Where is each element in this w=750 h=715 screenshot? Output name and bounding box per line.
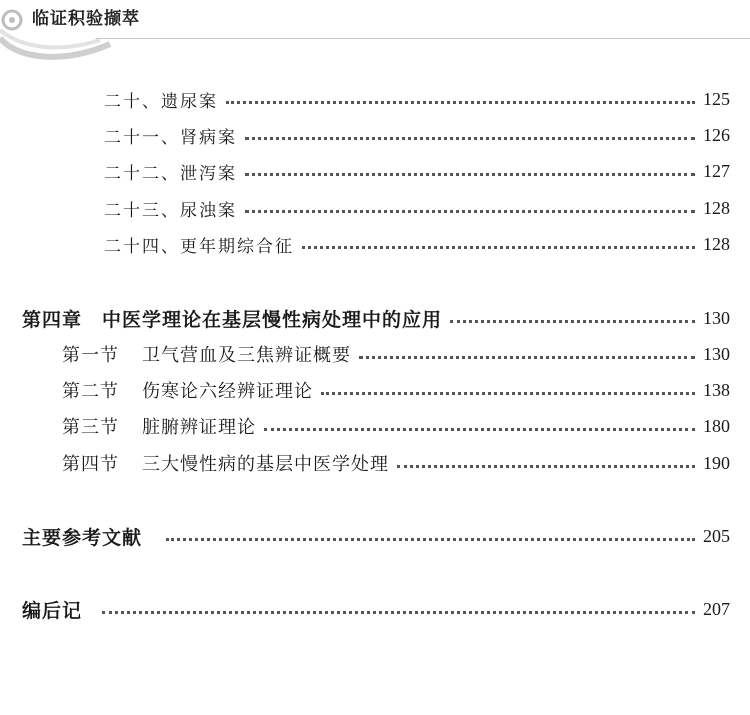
section-title: 三大慢性病的基层中医学处理 [142,454,389,475]
section-title: 伤寒论六经辨证理论 [142,381,313,402]
dot-leader [264,428,695,431]
section-number: 第一节 [62,345,119,366]
toc-page-number: 127 [703,160,730,181]
running-header-title: 临证积验撷萃 [32,9,140,29]
toc-entry-label: 二十二、泄泻案 [104,163,237,184]
toc-entry-label: 二十四、更年期综合征 [104,236,294,257]
toc-page-number: 138 [703,379,730,400]
toc-chapter-entry[interactable] [0,304,750,332]
dot-leader [245,210,695,213]
dot-leader [102,611,695,614]
toc-afterword-entry[interactable] [0,595,750,623]
toc-entry[interactable] [0,157,750,185]
section-title: 卫气营血及三焦辨证概要 [142,345,351,366]
toc-page-number: 130 [703,343,730,364]
toc-page-number: 180 [703,415,730,436]
dot-leader [245,137,695,140]
dot-leader [166,538,695,541]
page-header [0,0,750,64]
chapter-title: 第四章 中医学理论在基层慢性病处理中的应用 [22,308,443,331]
dot-leader [359,356,695,359]
toc-section-entry[interactable] [0,340,750,368]
toc-page-number: 130 [703,307,730,328]
section-title: 脏腑辨证理论 [142,417,256,438]
toc-section-entry[interactable] [0,376,750,404]
dot-leader [397,465,695,468]
toc-page-number: 126 [703,124,730,145]
toc-entry[interactable] [0,194,750,222]
dot-leader [226,101,695,104]
dot-leader [450,320,695,323]
toc-page-number: 207 [703,598,730,619]
dot-leader [302,246,695,249]
references-title: 主要参考文献 [22,526,143,549]
toc-page-number: 125 [703,88,730,109]
toc-page-number: 205 [703,525,730,546]
section-number: 第三节 [62,417,119,438]
toc-entry-label: 二十三、尿浊案 [104,200,237,221]
toc-section-entry[interactable] [0,449,750,477]
section-number: 第二节 [62,381,119,402]
toc-entry[interactable] [0,230,750,258]
toc-section-entry[interactable] [0,412,750,440]
toc-entry-label: 二十、遗尿案 [104,91,218,112]
toc-page-number: 128 [703,197,730,218]
toc-page-number: 128 [703,233,730,254]
toc-entry-label: 二十一、肾病案 [104,127,237,148]
toc-page-number: 190 [703,452,730,473]
toc-entry[interactable] [0,121,750,149]
afterword-title: 编后记 [22,599,83,622]
dot-leader [245,173,695,176]
section-number: 第四节 [62,454,119,475]
toc-entry[interactable] [0,85,750,113]
toc-references-entry[interactable] [0,522,750,550]
header-rule [96,38,750,39]
dot-leader [321,392,695,395]
